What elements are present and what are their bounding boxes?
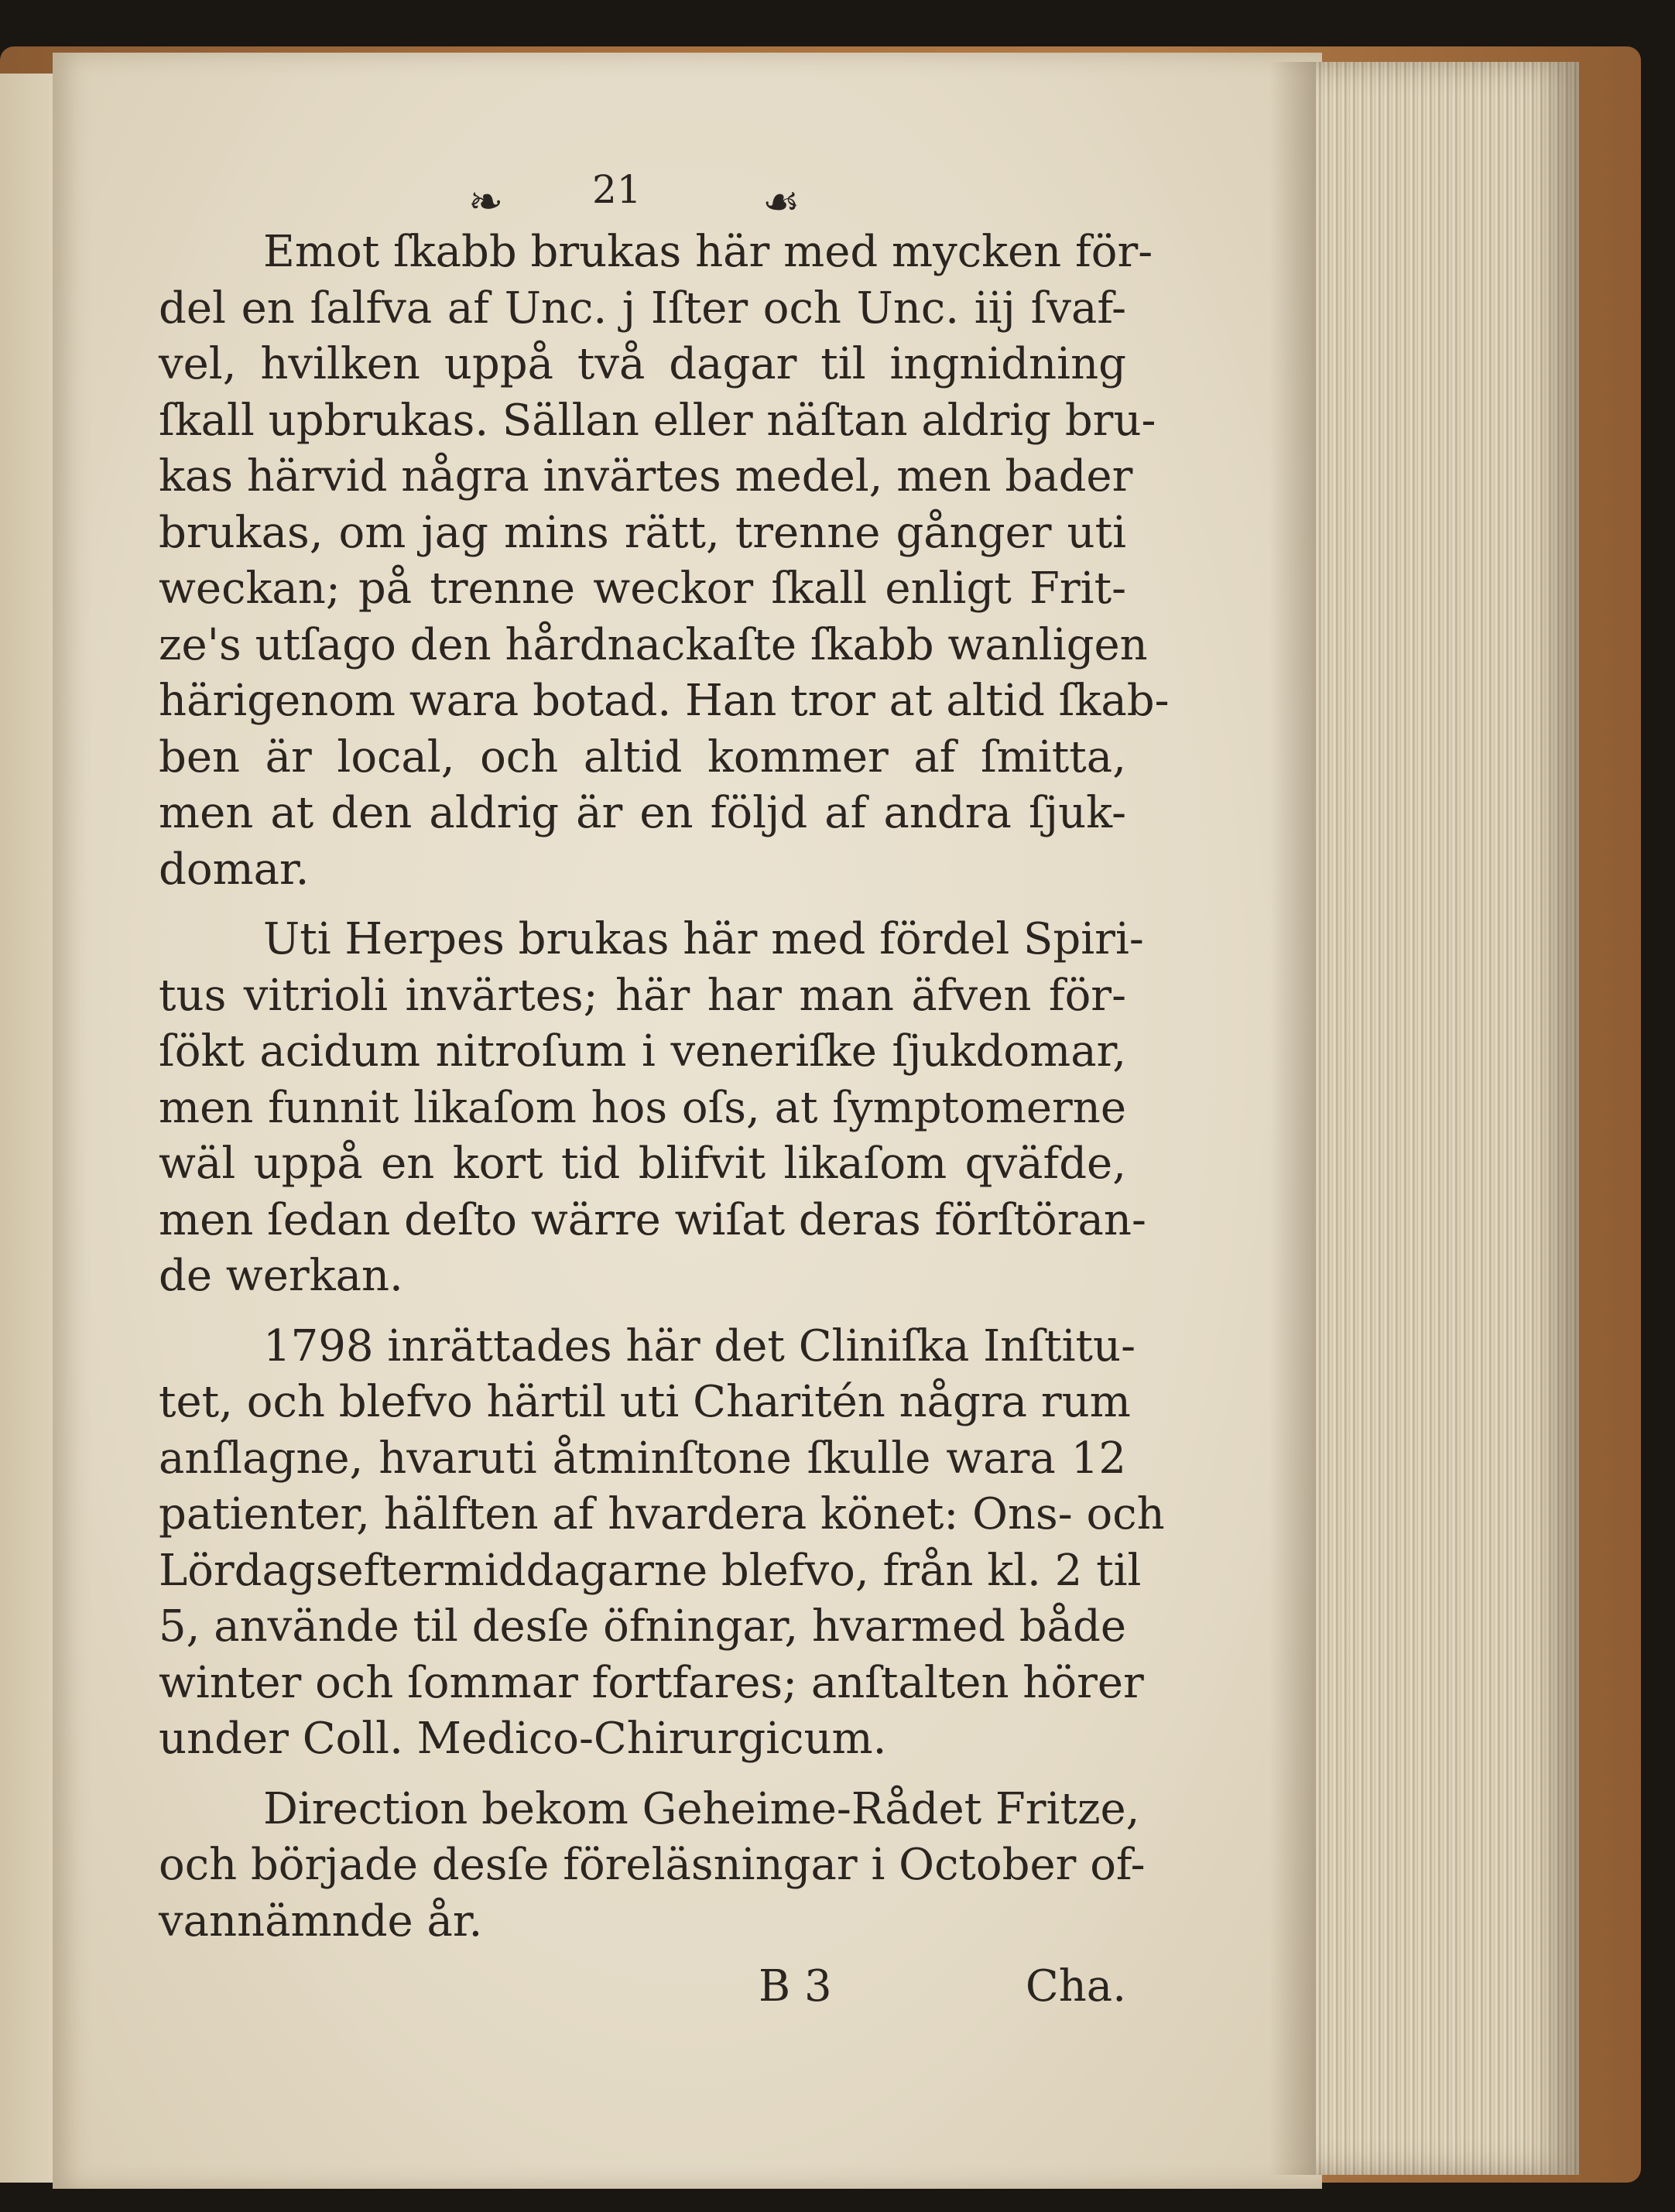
text-line: anſlagne, hvaruti åtminſtone ſkulle wara 12 (159, 1433, 1126, 1484)
text-line: Lördagseftermiddagarne blefvo, från kl. 2 til (159, 1545, 1142, 1596)
text-line: wäl uppå en kort tid blifvit likaſom qväfde, (159, 1139, 1126, 1189)
page-number: 21 (592, 167, 642, 212)
text-line: Direction bekom Geheime-Rådet Fritze, (263, 1783, 1140, 1834)
text-line: domar. (159, 844, 310, 895)
text-line: ze's utſago den hårdnackaſte ſkabb wanligen (159, 619, 1148, 670)
text-line: tus vitrioli invärtes; här har man äfven för- (159, 970, 1126, 1021)
signature-mark: B 3 (759, 1961, 832, 2012)
text-line: kas härvid några invärtes medel, men bader (159, 451, 1133, 502)
running-head (159, 155, 1126, 224)
paragraph-direction (159, 1782, 1146, 1950)
ornament-right-icon: ☙ (762, 177, 800, 226)
text-line: 1798 inrättades här det Cliniſka Inſtitu- (263, 1320, 1136, 1371)
text-line: men ſedan deſto wärre wiſat deras förſtöran- (159, 1194, 1146, 1245)
text-line: härigenom wara botad. Han tror at altid ſkab- (159, 676, 1170, 726)
text-line: under Coll. Medico-Chirurgicum. (159, 1714, 887, 1764)
text-line: del en ſalfva af Unc. j Iſter och Unc. iij ſvaf- (159, 282, 1126, 334)
text-line: ſkall upbrukas. Sällan eller näſtan aldrig bru- (159, 395, 1156, 446)
text-line: men funnit likaſom hos oſs, at ſymptomerne (159, 1082, 1126, 1133)
text-line: men at den aldrig är en följd af andra ſjuk- (159, 788, 1126, 838)
facing-page-edge (0, 74, 56, 2183)
ornament-left-icon: ❧ (468, 177, 504, 226)
page-text (159, 155, 1170, 2018)
page-footer (159, 1956, 1126, 2018)
text-line: tet, och blefvo härtil uti Charitén några rum (159, 1377, 1131, 1427)
text-line: och började desſe föreläsningar i October of- (159, 1840, 1146, 1890)
text-line: patienter, hälften af hvardera könet: Ons- och (159, 1489, 1165, 1539)
text-line: 5, använde til desſe öfningar, hvarmed både (159, 1601, 1126, 1652)
text-line: weckan; på trenne weckor ſkall enligt Frit- (159, 563, 1126, 614)
catchword: Cha. (1025, 1961, 1126, 2012)
text-line: vel, hvilken uppå två dagar til ingnidning (159, 339, 1126, 389)
text-line: ben är local, och altid kommer af ſmitta, (159, 731, 1126, 782)
text-line: Uti Herpes brukas här med fördel Spiri- (263, 914, 1144, 964)
text-line: Emot ſkabb brukas här med mycken för- (263, 227, 1153, 277)
text-line: de werkan. (159, 1251, 403, 1301)
paragraph-herpes (159, 912, 1146, 1305)
page-stack-edges (1316, 62, 1579, 2175)
text-line: vannämnde år. (159, 1895, 483, 1947)
text-line: brukas, om jag mins rätt, trenne gånger uti (159, 507, 1126, 558)
paragraph-clinical-institute (159, 1319, 1165, 1768)
text-line: ſökt acidum nitroſum i veneriſke ſjukdomar, (159, 1026, 1126, 1077)
paragraph-scabies (159, 224, 1170, 898)
text-line: winter och ſommar fortfares; anſtalten hörer (159, 1657, 1144, 1708)
